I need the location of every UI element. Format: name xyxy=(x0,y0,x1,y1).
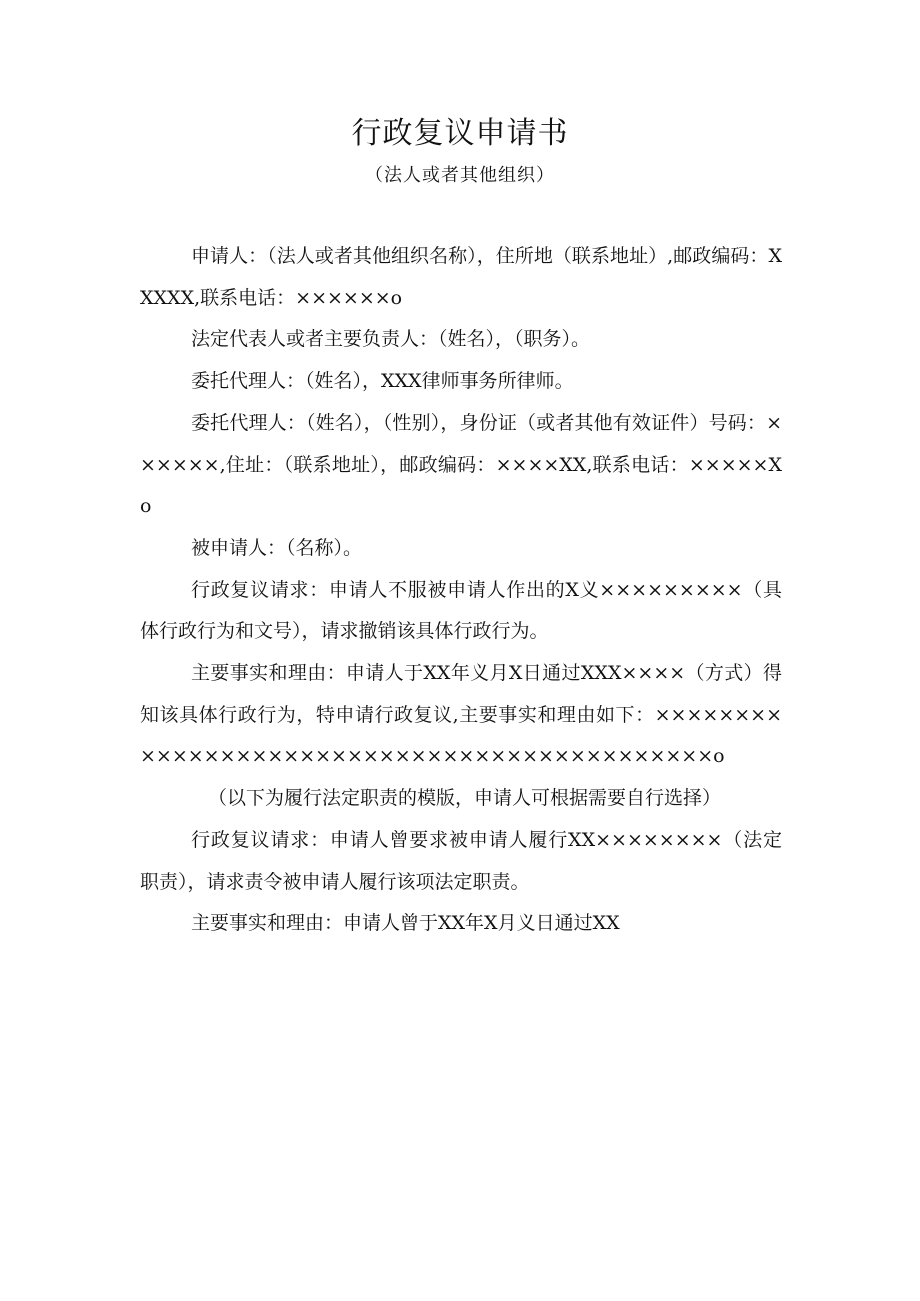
paragraph-review-request-2: 行政复议请求：申请人曾要求被申请人履行XX××××××××（法定职责），请求责令被申请人履行该项法定职责。 xyxy=(140,828,782,893)
paragraph-template-note: （以下为履行法定职责的模版，申请人可根据需要自行选择） xyxy=(208,787,722,810)
paragraph-review-request-1: 行政复议请求：申请人不服被申请人作出的X义×××××××××（具体行政行为和文号），请求撤销该具体行政行为。 xyxy=(140,578,782,643)
paragraph-agent-2: 委托代理人：（姓名），（性别），身份证（或者其他有效证件）号码：××××××,住址：（联系地址），邮政编码：××××XX,联系电话：×××××Xo xyxy=(140,411,782,518)
document-title: 行政复议申请书 xyxy=(351,116,569,151)
paragraph-facts-reasons-1: 主要事实和理由：申请人于XX年义月X日通过XXX××××（方式）得知该具体行政行为，特申请行政复议,主要事实和理由如下：××××××××××××××××××××××××××××××××××××××××××××o xyxy=(140,662,782,768)
paragraph-facts-reasons-2: 主要事实和理由：申请人曾于XX年X月义日通过XX xyxy=(191,912,620,935)
paragraph-applicant: 申请人：（法人或者其他组织名称），住所地（联系地址）,邮政编码：XXXXX,联系电话：××××××o xyxy=(140,245,782,309)
paragraph-respondent: 被申请人：（名称）。 xyxy=(191,536,363,559)
paragraph-legal-representative: 法定代表人或者主要负责人：（姓名），（职务）。 xyxy=(191,328,591,351)
document-subtitle: （法人或者其他组织） xyxy=(365,165,555,186)
document-body xyxy=(140,236,782,945)
paragraph-agent-1: 委托代理人：（姓名），XXX律师事务所律师。 xyxy=(191,370,574,393)
